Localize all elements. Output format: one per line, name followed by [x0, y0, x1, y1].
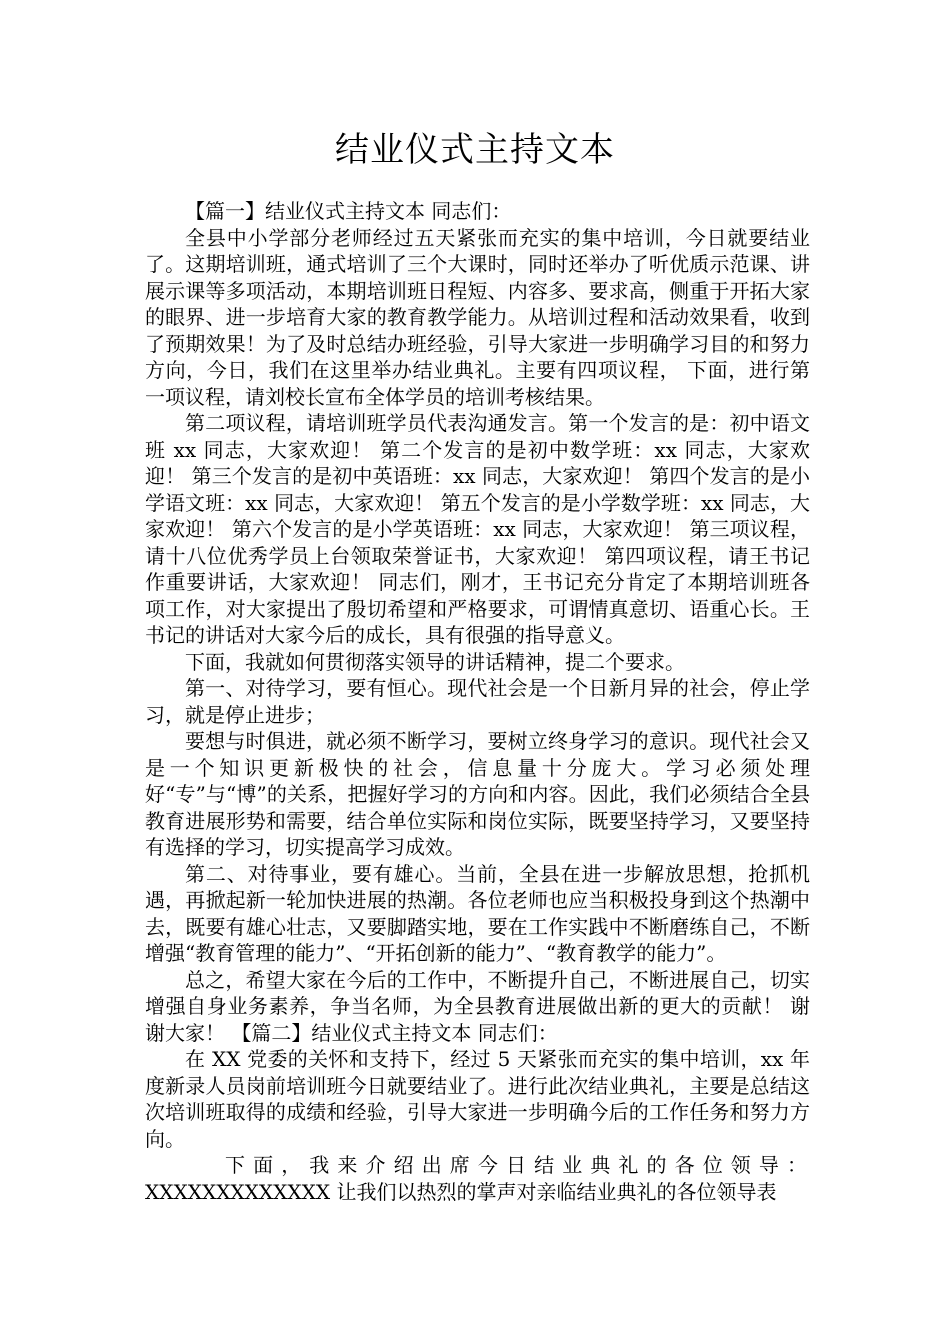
paragraph-2: 全县中小学部分老师经过五天紧张而充实的集中培训，今日就要结业了。这期培训班，通式培训了三个大课时，同时还举办了听优质示范课、讲展示课等多项活动，本期培训班日程短、内容多、要求高，侧重于开拓大家的眼界、进一步培育大家的教育教学能力。从培训过程和活动效果看，收到了预期效果！为了及时总结办班经验，引导大家进一步明确学习目的和努力方向，今日，我们在这里举办结业典礼。主要有四项议程， 下面，进行第一项议程，请刘校长宣布全体学员的培训考核结果。 — [145, 225, 810, 409]
paragraph-8: 总之，希望大家在今后的工作中，不断提升自己，不断进展自己，切实增强自身业务素养，争当名师，为全县教育进展做出新的更大的贡献！ 谢谢大家！ 【篇二】结业仪式主持文本 同志们： — [145, 967, 810, 1045]
paragraph-3: 第二项议程，请培训班学员代表沟通发言。第一个发言的是：初中语文班 xx 同志，大家欢迎！ 第二个发言的是初中数学班：xx 同志，大家欢迎！ 第三个发言的是初中英语班：xx 同志，大家欢迎！ 第四个发言的是小学语文班：xx 同志，大家欢迎！ 第五个发言的是小学数学班：xx 同志，大家欢迎！ 第六个发言的是小学英语班：xx 同志，大家欢迎！ 第三项议程，请十八位优秀学员上台领取荣誉证书，大家欢迎！ 第四项议程，请王书记作重要讲话，大家欢迎！ 同志们，刚才，王书记充分肯定了本期培训班各项工作，对大家提出了殷切希望和严格要求，可谓情真意切、语重心长。王书记的讲话对大家今后的成长，具有很强的指导意义。 — [145, 411, 810, 647]
paragraph-9: 在 XX 党委的关怀和支持下，经过 5 天紧张而充实的集中培训，xx 年度新录人员岗前培训班今日就要结业了。进行此次结业典礼，主要是总结这次培训班取得的成绩和经验，引导大家进一步明确今后的工作任务和努力方向。 — [145, 1047, 810, 1151]
paragraph-4: 下面，我就如何贯彻落实领导的讲话精神，提二个要求。 — [185, 649, 685, 674]
paragraph-7: 第二、对待事业，要有雄心。当前，全县在进一步解放思想，抢抓机遇，再掀起新一轮加快进展的热潮。各位老师也应当积极投身到这个热潮中去，既要有雄心壮志，又要脚踏实地，要在工作实践中不断磨练自己，不断增强“教育管理的能力”、“开拓创新的能力”、“教育教学的能力”。 — [145, 861, 810, 965]
paragraph-1: 【篇一】结业仪式主持文本 同志们： — [185, 199, 512, 223]
paragraph-5: 第一、对待学习，要有恒心。现代社会是一个日新月异的社会，停止学习，就是停止进步； — [145, 676, 810, 727]
paragraph-11: XXXXXXXXXXXXX 让我们以热烈的掌声对亲临结业典礼的各位领导表 — [145, 1179, 777, 1204]
document-body — [145, 198, 810, 1205]
paragraph-6: 要想与时俱进，就必须不断学习，要树立终身学习的意识。现代社会又是一个知识更新极快的社会，信息量十分庞大。学习必须处理好“专”与“博”的关系，把握好学习的方向和内容。因此，我们必须结合全县教育进展形势和需要，结合单位实际和岗位实际，既要坚持学习，又要坚持有选择的学习，切实提高学习成效。 — [145, 729, 810, 859]
paragraph-10: 下面，我来介绍出席今日结业典礼的各位领导： — [225, 1153, 810, 1177]
document-title: 结业仪式主持文本 — [335, 130, 615, 170]
